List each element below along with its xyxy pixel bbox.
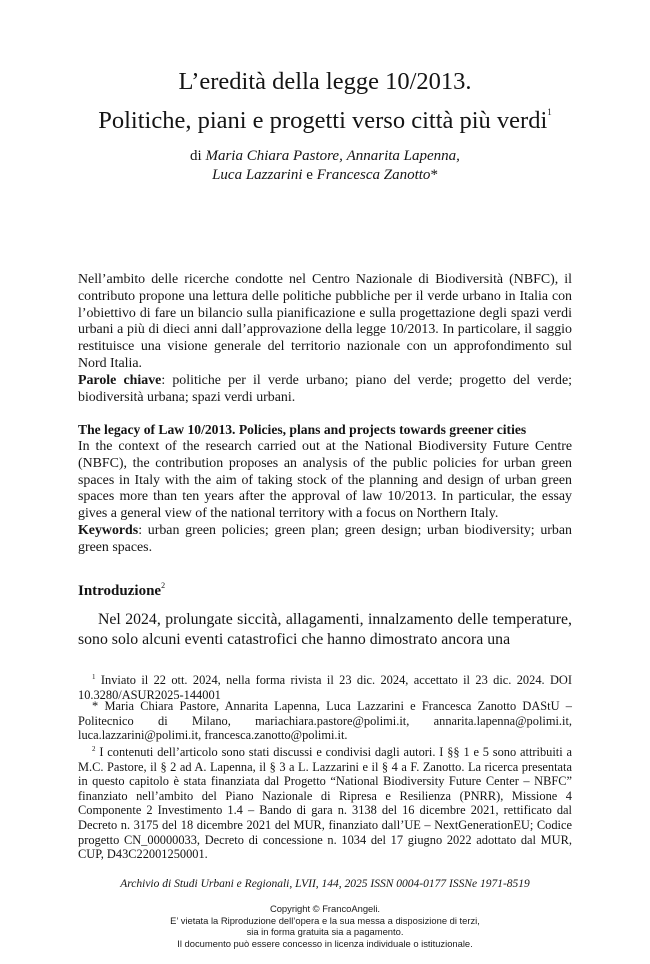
author-footnote-ref[interactable]: * [430, 167, 438, 183]
copyright-line: Il documento può essere concesso in licenza individuale o istituzionale. [177, 937, 473, 949]
section-heading [78, 581, 165, 600]
footnote-mark: 1 [92, 673, 96, 681]
keywords-list: : politiche per il verde urbano; piano del verde; progetto del verde; biodiversità urbana; spazi verdi urbani. [78, 373, 573, 405]
abstract-english: In the context of the research carried out at the National Biodiversity Future Centre (NBFC), the contribution proposes an analysis of the public policies for urban green spaces in Italy with the aim of taking stock of the planning and design of urban green spaces more than ten years after the approval of law 10/2013. In particular, the essay gives a general view of the national territory with a focus on Northern Italy. [78, 439, 572, 522]
article-title [40, 66, 610, 136]
copyright-line: sia in forma gratuita sia a pagamento. [246, 926, 404, 938]
author-name: Maria Chiara Pastore, [205, 148, 343, 164]
abstract-italian: Nell’ambito delle ricerche condotte nel Centro Nazionale di Biodiversità (NBFC), il contributo propone una lettura delle politiche pubbliche per il verde urbano in Italia con l’obiettivo di fare un bilancio sulla pianificazione e sulla progettazione degli spazi verdi urbani a più di dieci anni dall’approvazione della legge 10/2013. In particolare, il saggio restituisce una visione generale del territorio nazionale con un approfondimento sul Nord Italia. [78, 272, 572, 371]
keywords-label: Keywords [78, 523, 139, 538]
title-footnote-ref[interactable]: 1 [547, 107, 552, 117]
author-name: Francesca Zanotto [316, 167, 431, 183]
author-list [40, 147, 610, 185]
copyright-line: E’ vietata la Riproduzione dell’opera e la sua messa a disposizione di terzi, [170, 914, 480, 926]
footnote-mark: * [92, 699, 99, 713]
footnote-1 [78, 670, 572, 702]
section-footnote-ref[interactable]: 2 [161, 581, 166, 590]
footnote-text: Maria Chiara Pastore, Annarita Lapenna, Luca Lazzarini e Francesca Zanotto DAStU – Politecnico di Milano, mariachiara.pastore@polimi.it, annarita.lapenna@polimi.it, luca.lazzarini@polimi.it, francesca.zanotto@polimi.it. [78, 699, 572, 743]
author-name: Luca Lazzarini [212, 167, 303, 183]
title-line-2: Politiche, piani e progetti verso città più verdi [98, 107, 548, 134]
authors-prefix: di [190, 148, 202, 164]
footnote-2 [78, 742, 572, 862]
keywords-english [78, 523, 572, 557]
title-line-1: L’eredità della legge 10/2013. [178, 68, 472, 95]
intro-paragraph: Nel 2024, prolungate siccità, allagamenti, innalzamento delle temperature, sono solo alcuni eventi catastrofici che hanno dimostrato ancora una [78, 611, 572, 648]
footnote-author [78, 699, 572, 743]
section-heading-text: Introduzione [78, 583, 162, 599]
keywords-label: Parole chiave [78, 373, 162, 388]
english-title: The legacy of Law 10/2013. Policies, plans and projects towards greener cities [78, 422, 527, 437]
journal-citation: Archivio di Studi Urbani e Regionali, LVII, 144, 2025 ISSN 0004-0177 ISSNe 1971-8519 [120, 878, 530, 890]
keywords-list: : urban green policies; green plan; green design; urban biodiversity; urban green spaces. [78, 523, 572, 555]
footnote-mark: 2 [92, 745, 96, 753]
copyright-notice [40, 903, 610, 949]
author-name: Annarita Lapenna, [346, 148, 460, 164]
footnote-text: Inviato il 22 ott. 2024, nella forma rivista il 23 dic. 2024, accettato il 23 dic. 2024. DOI 10.3280/ASUR2025-144001 [78, 673, 572, 702]
copyright-line: Copyright © FrancoAngeli. [269, 903, 381, 914]
keywords-italian [78, 373, 572, 407]
authors-conjunction: e [306, 167, 313, 183]
footnote-text: I contenuti dell’articolo sono stati discussi e condivisi dagli autori. I §§ 1 e 5 sono attribuiti a M.C. Pastore, il § 2 ad A. Lapenna, il § 3 a L. Lazzarini e il § 4 a F. Zanotto. La ricerca presentata in questo capitolo è stata finanziata dal Progetto “National Biodiversity Future Center – NBFC” finanziato nell’ambito del Piano Nazionale di Ripresa e Resilienza (PNRR), Missione 4 Componente 2 Investimento 1.4 – Bando di gara n. 3138 del 16 dicembre 2021, rettificato dal Decreto n. 3175 del 18 dicembre 2021 del MUR, finanziato dall’UE – NextGenerationEU; Codice progetto CN_00000033, Decreto di concessione n. 1034 del 17 giugno 2022 adottato dal MUR, CUP, D43C22001250001. [78, 745, 572, 862]
